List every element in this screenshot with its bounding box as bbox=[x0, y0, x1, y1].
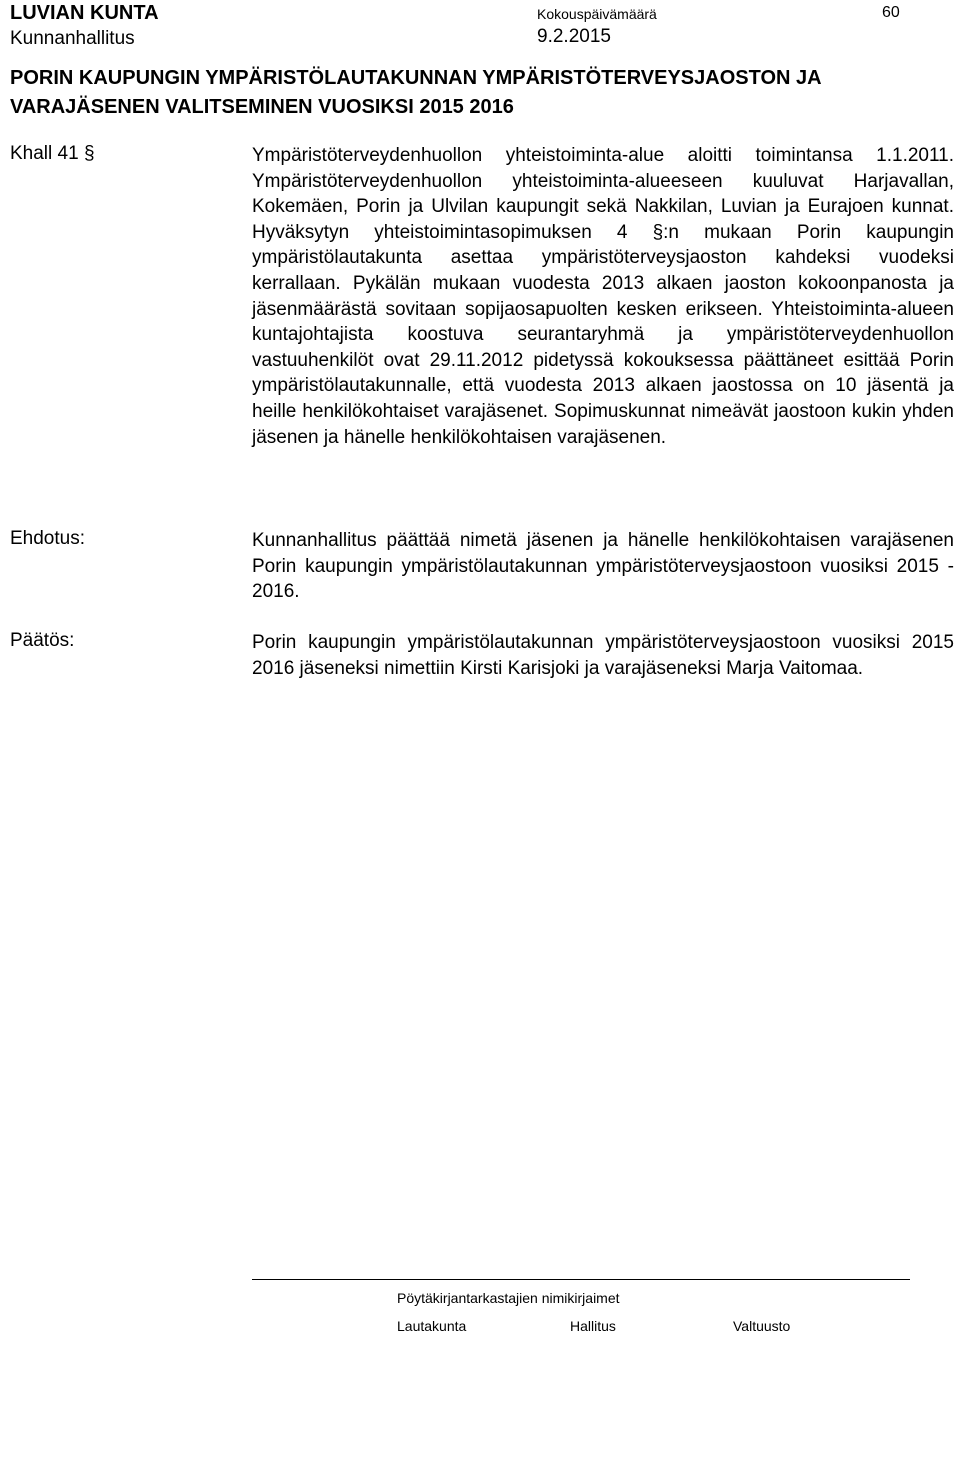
page-number: 60 bbox=[882, 4, 900, 21]
footer-label-hallitus: Hallitus bbox=[570, 1318, 616, 1334]
meeting-date: 9.2.2015 bbox=[537, 26, 611, 47]
item-ref: Khall 41 bbox=[10, 143, 79, 164]
footer-label-valtuusto: Valtuusto bbox=[733, 1318, 791, 1334]
decision-paragraph: Porin kaupungin ympäristölautakunnan ympäristöterveysjaostoon vuosiksi 2015 2016 jäseneksi nimettiin Kirsti Karisjoki ja varajäseneksi Marja Vaitomaa. bbox=[252, 632, 954, 679]
item-reference bbox=[10, 143, 95, 165]
section-sign: § bbox=[83, 143, 95, 164]
page-title bbox=[10, 64, 950, 122]
decision-text bbox=[252, 630, 954, 681]
background-text bbox=[252, 143, 954, 450]
proposal-text bbox=[252, 528, 954, 605]
decision-label: Päätös: bbox=[10, 630, 75, 651]
footer-title: Pöytäkirjantarkastajien nimikirjaimet bbox=[397, 1290, 620, 1306]
footer-label-lautakunta: Lautakunta bbox=[397, 1318, 467, 1334]
organization-name: LUVIAN KUNTA bbox=[10, 2, 159, 24]
title-line-1: PORIN KAUPUNGIN YMPÄRISTÖLAUTAKUNNAN YMPÄRISTÖTERVEYSJAOSTON JA bbox=[10, 67, 822, 89]
meeting-date-label: Kokouspäivämäärä bbox=[537, 6, 657, 22]
proposal-label: Ehdotus: bbox=[10, 528, 85, 549]
header-left bbox=[10, 0, 159, 52]
footer-divider bbox=[252, 1279, 910, 1280]
background-paragraph: Ympäristöterveydenhuollon yhteistoiminta-alue aloitti toimintansa 1.1.2011. Ympäristöterveydenhuollon yhteistoiminta-alueeseen kuuluvat Harjavallan, Kokemäen, Porin ja Ulvilan kaupungit sekä Nakkilan, Luvian ja Eurajoen kunnat. Hyväksytyn yhteistoimintasopimuksen 4 §:n mukaan Porin kaupungin ympäristölautakunta asettaa ympäristöterveysjaoston kahdeksi vuodeksi kerrallaan. Pykälän mukaan vuodesta 2013 alkaen jaoston kokoonpanosta ja jäsenmäärästä sovitaan sopijaosapuolten kesken erikseen. Yhteistoiminta-alueen kuntajohtajista koostuva seurantaryhmä ja ympäristöterveydenhuollon vastuuhenkilöt ovat 29.11.2012 pidetyssä kokouksessa päättäneet esittää Porin ympäristölautakunnalle, että vuodesta 2013 alkaen jaostossa on 10 jäsentä ja heille henkilökohtaiset varajäsenet. Sopimuskunnat nimeävät jaostoon kukin yhden jäsenen ja hänelle henkilökohtaisen varajäsenen. bbox=[252, 145, 954, 448]
proposal-paragraph: Kunnanhallitus päättää nimetä jäsenen ja hänelle henkilökohtaisen varajäsenen Porin kaupungin ympäristölautakunnan ympäristöterveysjaostoon vuosiksi 2015 - 2016. bbox=[252, 530, 954, 603]
governing-body: Kunnanhallitus bbox=[10, 28, 135, 49]
title-line-2: VARAJÄSENEN VALITSEMINEN VUOSIKSI 2015 2016 bbox=[10, 96, 514, 118]
